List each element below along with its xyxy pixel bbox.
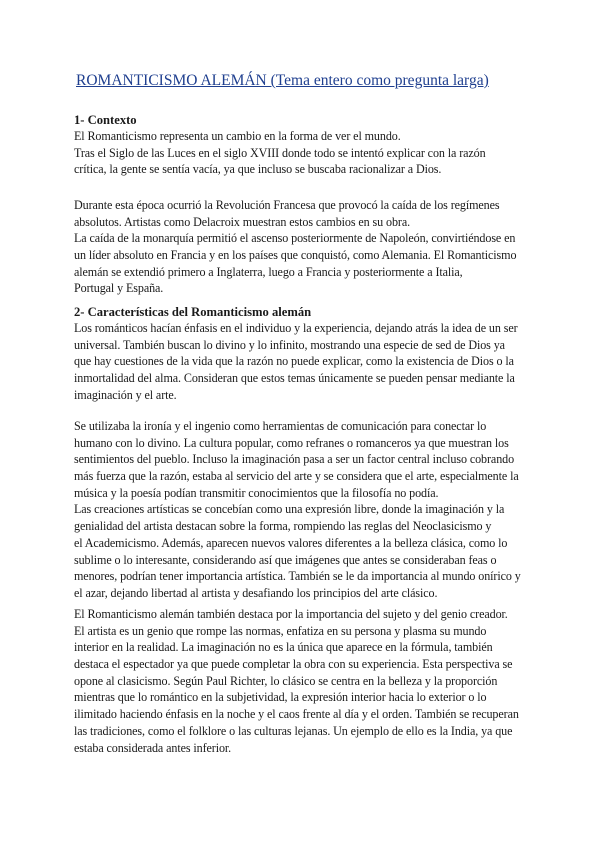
text-line: Los románticos hacían énfasis en el individuo y la experiencia, dejando atrás la idea de un ser bbox=[74, 321, 518, 335]
text-line: sentimientos del pueblo. Incluso la imaginación pasa a ser un factor central incluso cobrando bbox=[74, 452, 515, 467]
text-line: Se utilizaba la ironía y el ingenio como herramientas de comunicación para conectar lo bbox=[74, 419, 487, 433]
text-line: La caída de la monarquía permitió el ascenso posteriormente de Napoleón, convirtiéndose en bbox=[74, 231, 516, 246]
text-line: el azar, dejando libertad al artista y desafiando los principios del arte clásico. bbox=[74, 585, 438, 600]
text-line: Las creaciones artísticas se concebían como una expresión libre, donde la imaginación y la bbox=[74, 502, 505, 517]
text-line: genialidad del artista destacan sobre la forma, rompiendo las reglas del Neoclasicismo y bbox=[74, 519, 492, 534]
text-line: universal. También buscan lo divino y lo infinito, mostrando una especie de sed de Dios ya bbox=[74, 337, 505, 352]
text-line: más fuerza que la razón, estaba al servicio del arte y se considera que el arte, especialmente la bbox=[74, 469, 519, 484]
text-line: imaginación y el arte. bbox=[74, 387, 177, 402]
text-line: que hay cuestiones de la vida que la razón no puede explicar, como la existencia de Dios o la bbox=[74, 354, 514, 369]
text-line: Durante esta época ocurrió la Revolución Francesa que provocó la caída de los regímenes bbox=[74, 198, 500, 212]
text-line: menores, podrían tener importancia artística. También se le da importancia al mundo onírico y bbox=[74, 569, 521, 584]
paragraph bbox=[74, 606, 544, 756]
document-title: ROMANTICISMO ALEMÁN (Tema entero como pregunta larga) bbox=[76, 72, 489, 89]
text-line: destaca el espectador ya que puede completar la obra con su experiencia. Esta perspectiva se bbox=[74, 657, 513, 672]
text-line: absolutos. Artistas como Delacroix muestran estos cambios en su obra. bbox=[74, 214, 411, 229]
text-line: mientras que lo romántico en la subjetividad, la expresión interior hacia lo exterior o lo bbox=[74, 690, 487, 705]
text-line: El artista es un genio que rompe las normas, enfatiza en su persona y plasma su mundo bbox=[74, 623, 487, 638]
text-line: las tradiciones, como el folklore o las culturas lejanas. Un ejemplo de ello es la India, ya que bbox=[74, 723, 513, 738]
text-line: El Romanticismo alemán también destaca por la importancia del sujeto y del genio creador. bbox=[74, 607, 508, 621]
text-line: humano con lo divino. La cultura popular, como refranes o romanceros ya que muestran los bbox=[74, 435, 509, 450]
text-line: crítica, la gente se sentía vacía, ya que incluso se buscaba racionalizar a Dios. bbox=[74, 162, 442, 177]
text-line: alemán se extendió primero a Inglaterra, luego a Francia y posteriormente a Italia, bbox=[74, 264, 463, 279]
text-line: estaba considerada antes inferior. bbox=[74, 740, 232, 755]
paragraph bbox=[74, 320, 544, 403]
section-heading-contexto: 1- Contexto bbox=[74, 113, 137, 127]
paragraph bbox=[74, 128, 544, 178]
text-line: el Academicismo. Además, aparecen nuevos valores diferentes a la belleza clásica, como lo bbox=[74, 535, 508, 550]
paragraph bbox=[74, 418, 544, 602]
text-line: inmortalidad del alma. Consideran que estos temas únicamente se pueden pensar mediante la bbox=[74, 371, 515, 386]
text-line: interior en la realidad. La imaginación no es la única que aparece en la fórmula, también bbox=[74, 640, 493, 655]
text-line: ilimitado haciendo énfasis en la noche y el caos frente al día y el orden. También se recuperan bbox=[74, 707, 519, 722]
text-line: un líder absoluto en Francia y en los países que conquistó, como Alemania. El Romanticismo bbox=[74, 248, 517, 263]
text-line: música y la poesía podían transmitir conocimientos que la filosofía no podía. bbox=[74, 485, 439, 500]
paragraph bbox=[74, 197, 544, 297]
text-line: sublime o lo interesante, considerando así que imágenes que antes se consideraban feas o bbox=[74, 552, 497, 567]
text-line: El Romanticismo representa un cambio en la forma de ver el mundo. bbox=[74, 129, 401, 143]
text-line: opone al clasicismo. Según Paul Richter, lo clásico se centra en la belleza y la proporción bbox=[74, 673, 498, 688]
section-heading-caracteristicas: 2- Características del Romanticismo alemán bbox=[74, 305, 312, 319]
text-line: Tras el Siglo de las Luces en el siglo XVIII donde todo se intentó explicar con la razón bbox=[74, 145, 486, 160]
text-line: Portugal y España. bbox=[74, 281, 164, 296]
